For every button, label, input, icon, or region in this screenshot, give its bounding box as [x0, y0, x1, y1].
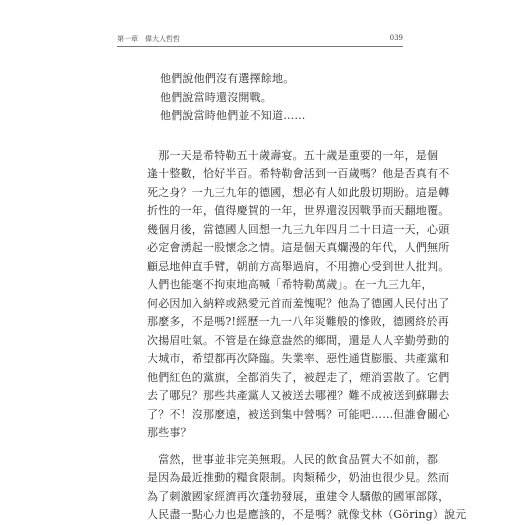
text-line: 當然，世事並非完美無瑕。人民的飲食品質大不如前，都 — [147, 452, 439, 466]
text-line: 人民盡一點心力也是應該的，不是嗎？就像戈林（Göring）說元 — [147, 508, 467, 521]
chapter-title: 第一章 偉大人哲哲 — [117, 35, 180, 43]
paragraph — [147, 147, 450, 443]
text-line: 為了刺激國家經濟再次蓬勃發展，重建令人驕傲的國軍部隊， — [147, 489, 450, 503]
text-line: 了？不！沒那麼遠，被送到集中營嗎？可能吧……但誰會關心 — [147, 407, 450, 421]
poem-line: 他們說當時還沒開戰。 — [160, 90, 272, 104]
poem-line: 他們說他們沒有選擇餘地。 — [160, 72, 295, 85]
text-line: 何必因加入納粹或熱愛元首而羞愧呢？他為了德國人民付出了 — [147, 296, 450, 310]
text-line: 幾個月後，當德國人回想一九三九年四月二十日這一天，心頭 — [147, 222, 450, 236]
text-line: 顧忌地伸直手臂，朝前方高舉過肩，不用擔心受到世人批判。 — [147, 259, 450, 273]
text-line: 那一天是希特勒五十歲壽宴。五十歲是重要的一年，是個 — [147, 148, 439, 162]
text-line: 那些事？ — [147, 426, 192, 439]
text-line: 大城市，希望都再次降臨。失業率、惡性通貨膨脹、共產黨和 — [147, 352, 450, 365]
text-line: 他們紅色的黨旗，全都消失了，被趕走了，煙消雲散了。它們 — [147, 370, 450, 384]
poem-line: 他們說當時他們並不知道…… — [160, 109, 306, 122]
text-line: 那麼多，不是嗎?!經歷一九一八年災難般的慘敗，德國終於再 — [147, 315, 449, 328]
text-line: 是因為最近推動的糧食限制。肉類稀少，奶油也很少見。然而 — [147, 471, 450, 484]
page-body — [147, 70, 467, 525]
text-line: 次揚眉吐氣。不管是在綠意盎然的鄉間，還是人人辛勤勞動的 — [147, 333, 450, 347]
text-line: 折性的一年，值得慶賀的一年，世界還沒因戰爭而天翻地覆。 — [147, 204, 450, 217]
text-line: 逢十整數，恰好半百。希特勒會活到一百歲嗎？他是否真有不 — [147, 167, 450, 180]
text-line: 必定會湧起一股懷念之情。這是個天真爛漫的年代，人們無所 — [147, 241, 450, 254]
text-line: 死之身？一九三九年的德國，想必有人如此殷切期盼。這是轉 — [147, 185, 450, 199]
text-line: 去了哪兒？那些共產黨人又被送去哪裡？難不成被送到蘇聯去 — [147, 389, 450, 402]
paragraph — [147, 451, 467, 525]
running-header — [117, 34, 403, 48]
poem-block — [160, 70, 400, 126]
header-rule — [117, 46, 403, 47]
text-line: 人們也能毫不拘束地高喊「希特勒萬歲」。在一九三九年， — [147, 278, 433, 291]
page-number: 039 — [389, 34, 403, 42]
